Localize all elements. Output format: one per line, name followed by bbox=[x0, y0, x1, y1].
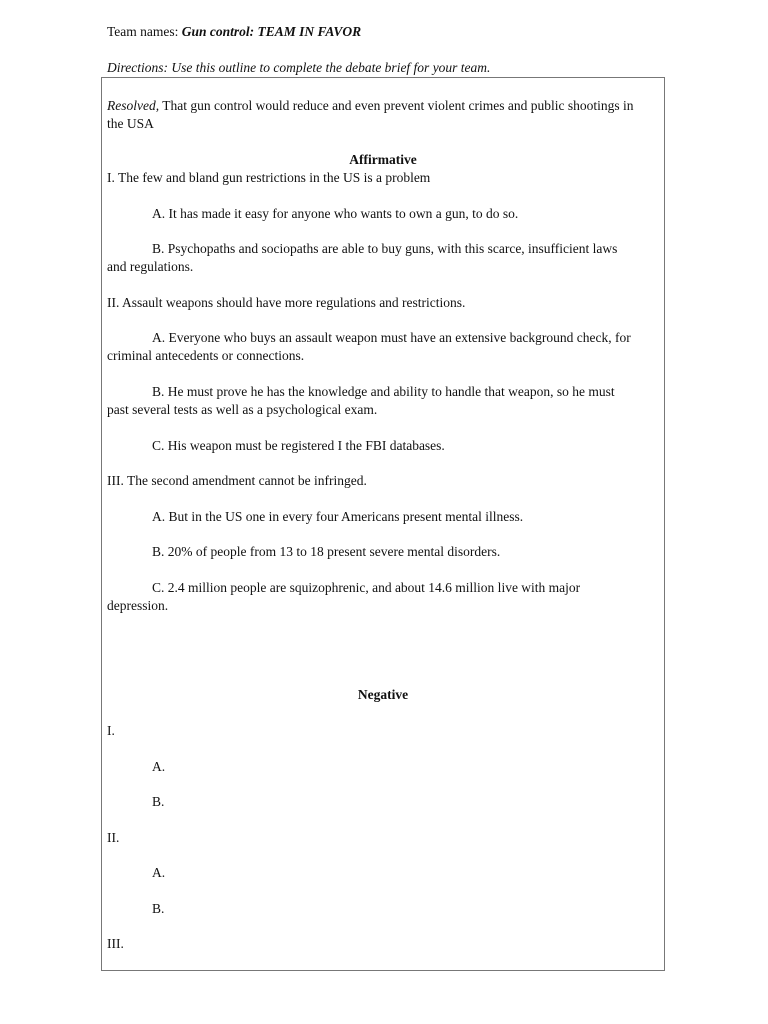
affirmative-point-2: II. Assault weapons should have more regulations and restrictions. bbox=[107, 295, 466, 310]
affirmative-point-2-sub-c: C. His weapon must be registered I the FBI databases. bbox=[152, 438, 445, 453]
affirmative-point-3-sub-a: A. But in the US one in every four Americans present mental illness. bbox=[152, 509, 524, 524]
resolution-label: Resolved, bbox=[107, 98, 160, 113]
resolution-statement bbox=[107, 97, 637, 133]
affirmative-heading: Affirmative bbox=[349, 152, 417, 167]
affirmative-point-2-sub-a: A. Everyone who buys an assault weapon must have an extensive background check, for criminal antecedents or connections. bbox=[107, 330, 631, 363]
affirmative-point-1-sub-b: B. Psychopaths and sociopaths are able to buy guns, with this scarce, insufficient laws and regulations. bbox=[107, 241, 618, 274]
affirmative-point-2-sub-b: B. He must prove he has the knowledge and ability to handle that weapon, so he must past several tests as well as a psychological exam. bbox=[107, 384, 615, 417]
team-names-value: Gun control: TEAM IN FAVOR bbox=[181, 24, 362, 39]
directions-text: Directions: Use this outline to complete the debate brief for your team. bbox=[107, 60, 491, 75]
resolution-text: That gun control would reduce and even prevent violent crimes and public shootings in the USA bbox=[107, 98, 634, 131]
affirmative-point-1-sub-a: A. It has made it easy for anyone who wants to own a gun, to do so. bbox=[152, 206, 519, 221]
team-names-label: Team names: bbox=[107, 24, 179, 39]
affirmative-point-3-sub-b: B. 20% of people from 13 to 18 present severe mental disorders. bbox=[152, 544, 501, 559]
affirmative-point-3-sub-c: C. 2.4 million people are squizophrenic, and about 14.6 million live with major depression. bbox=[107, 580, 581, 613]
negative-point-1-sub-a: A. bbox=[152, 759, 166, 774]
negative-heading: Negative bbox=[357, 687, 409, 702]
debate-brief-box bbox=[101, 77, 665, 971]
affirmative-point-3: III. The second amendment cannot be infringed. bbox=[107, 473, 367, 488]
negative-point-2: II. bbox=[107, 830, 120, 845]
negative-point-1: I. bbox=[107, 723, 115, 738]
negative-point-1-sub-b: B. bbox=[152, 794, 165, 809]
team-names-line bbox=[107, 24, 361, 40]
affirmative-point-1: I. The few and bland gun restrictions in the US is a problem bbox=[107, 170, 431, 185]
negative-point-2-sub-a: A. bbox=[152, 865, 166, 880]
negative-point-3: III. bbox=[107, 936, 124, 951]
negative-point-2-sub-b: B. bbox=[152, 901, 165, 916]
